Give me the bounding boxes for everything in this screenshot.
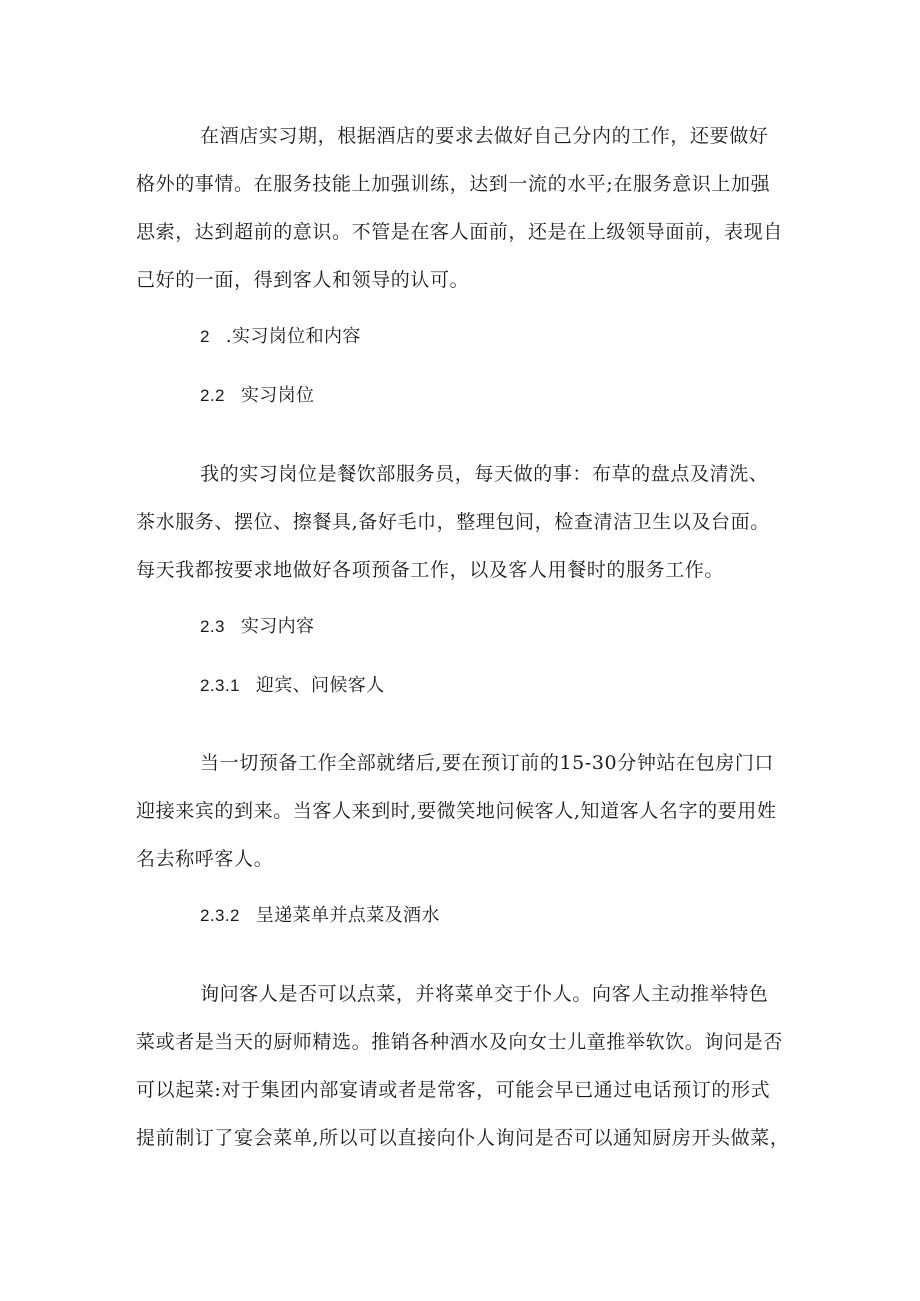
section-number: 2.3.1	[200, 676, 240, 695]
paragraph-2-line-1: 我的实习岗位是餐饮部服务员，每天做的事：布草的盘点及清洗、	[200, 463, 769, 485]
section-heading-2-2	[200, 384, 314, 408]
paragraph-1-line-3: 思索，达到超前的意识。不管是在客人面前，还是在上级领导面前，表现自	[136, 221, 783, 243]
paragraph-1-line-4: 己好的一面，得到客人和领导的认可。	[136, 269, 470, 291]
paragraph-3-line-2: 迎接来宾的到来。当客人来到时,要微笑地问候客人,知道客人名字的要用姓	[136, 800, 777, 822]
section-title: 呈递菜单并点菜及酒水	[255, 905, 440, 926]
paragraph-4-line-1: 询问客人是否可以点菜，并将菜单交于仆人。向客人主动推举特色	[200, 983, 769, 1005]
paragraph-2-line-2: 茶水服务、摆位、擦餐具,备好毛巾，整理包间，检查清洁卫生以及台面。	[136, 511, 770, 533]
paragraph-1-line-2: 格外的事情。在服务技能上加强训练，达到一流的水平;在服务意识上加强	[136, 173, 771, 195]
section-number: 2	[200, 327, 210, 346]
paragraph-2-line-3: 每天我都按要求地做好各项预备工作，以及客人用餐时的服务工作。	[136, 559, 725, 581]
paragraph-4-line-2: 菜或者是当天的厨师精选。推销各种酒水及向女士儿童推举软饮。询问是否	[136, 1031, 783, 1053]
section-heading-2	[200, 325, 361, 349]
section-title: 实习岗位	[240, 385, 315, 406]
paragraph-1-line-1: 在酒店实习期，根据酒店的要求去做好自己分内的工作，还要做好	[200, 125, 769, 147]
section-number: 2.3	[200, 617, 225, 636]
section-heading-2-3	[200, 615, 314, 639]
section-title: .实习岗位和内容	[225, 326, 361, 347]
paragraph-4-line-4: 提前制订了宴会菜单,所以可以直接向仆人询问是否可以通知厨房开头做菜，	[136, 1127, 790, 1149]
section-title: 实习内容	[240, 616, 315, 637]
section-heading-2-3-1	[200, 674, 385, 698]
paragraph-3-line-1: 当一切预备工作全部就绪后,要在预订前的15-30分钟站在包房门口	[200, 752, 775, 774]
section-heading-2-3-2	[200, 904, 440, 928]
section-number: 2.3.2	[200, 906, 240, 925]
paragraph-4-line-3: 可以起菜:对于集团内部宴请或者是常客，可能会早已通过电话预订的形式	[136, 1079, 771, 1101]
section-title: 迎宾、问候客人	[255, 675, 385, 696]
section-number: 2.2	[200, 386, 225, 405]
paragraph-3-line-3: 名去称呼客人。	[136, 848, 274, 870]
